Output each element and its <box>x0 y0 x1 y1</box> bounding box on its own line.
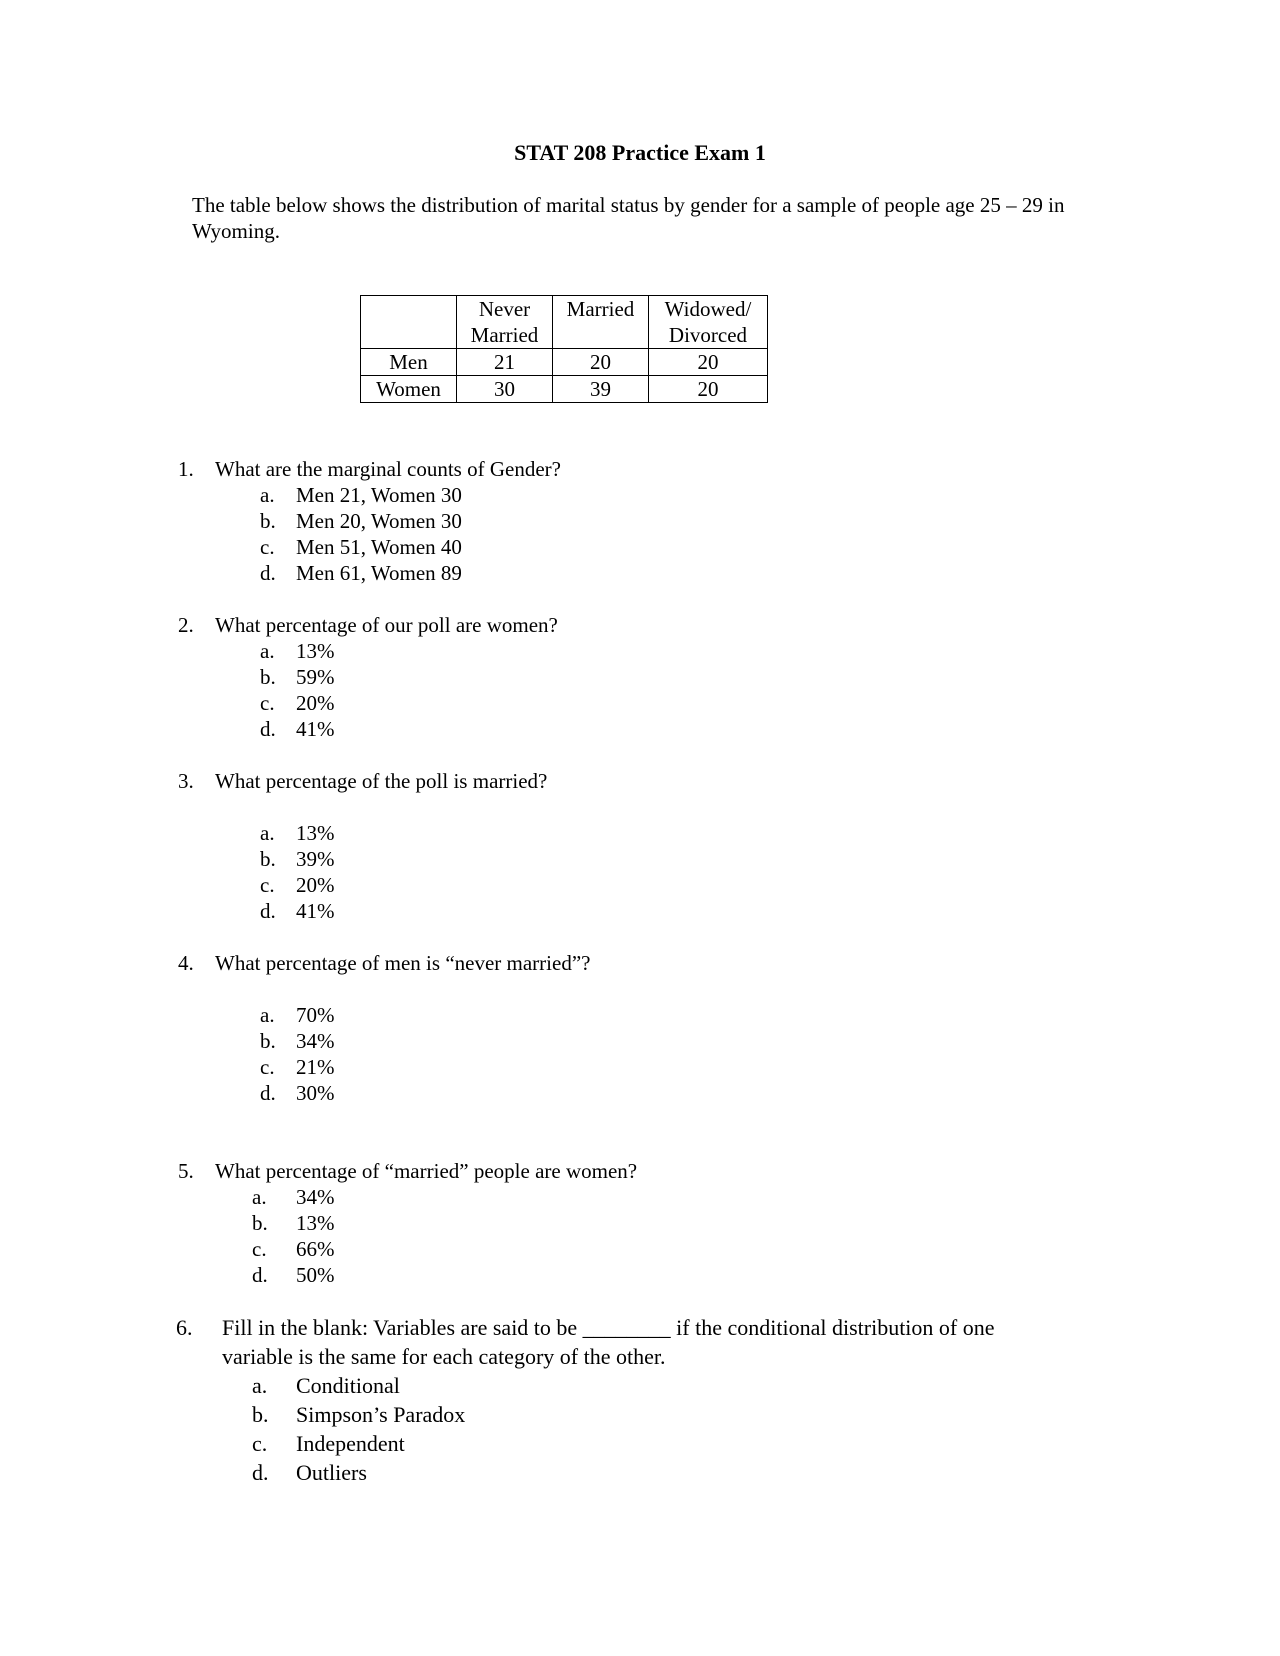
table-header-cell: Never Married <box>457 296 553 349</box>
option-text: Men 20, Women 30 <box>296 509 462 533</box>
option-letter: c. <box>260 535 275 559</box>
option-letter: a. <box>252 1185 267 1209</box>
table-header-row <box>361 296 768 349</box>
question-text-line-2: variable is the same for each category of the other. <box>222 1344 666 1369</box>
table-cell: 20 <box>649 349 768 376</box>
option-text: 20% <box>296 873 335 897</box>
table-cell: 30 <box>457 376 553 403</box>
option-letter: a. <box>260 483 275 507</box>
option-letter: d. <box>260 899 276 923</box>
question-text: What percentage of the poll is married? <box>215 769 548 793</box>
option-letter: d. <box>252 1460 269 1485</box>
option-letter: d. <box>260 1081 276 1105</box>
option-text: 34% <box>296 1185 335 1209</box>
question-number: 2. <box>178 613 194 637</box>
page-title: STAT 208 Practice Exam 1 <box>514 140 766 165</box>
option-letter: b. <box>252 1211 268 1235</box>
option-text: 30% <box>296 1081 335 1105</box>
intro-line-2: Wyoming. <box>192 219 280 243</box>
option-text: 34% <box>296 1029 335 1053</box>
option-letter: b. <box>252 1402 269 1427</box>
option-letter: d. <box>252 1263 268 1287</box>
question-text-line-1: Fill in the blank: Variables are said to be ________ if the conditional distribution of one <box>222 1315 995 1340</box>
marital-status-table <box>360 295 768 403</box>
table-header-cell <box>361 296 457 349</box>
option-letter: d. <box>260 717 276 741</box>
option-text: 70% <box>296 1003 335 1027</box>
question-number: 4. <box>178 951 194 975</box>
option-letter: c. <box>252 1237 267 1261</box>
table-cell: 20 <box>649 376 768 403</box>
option-letter: a. <box>252 1373 268 1398</box>
option-text: 50% <box>296 1263 335 1287</box>
option-letter: c. <box>252 1431 268 1456</box>
option-letter: c. <box>260 1055 275 1079</box>
option-text: 66% <box>296 1237 335 1261</box>
option-text: Men 21, Women 30 <box>296 483 462 507</box>
option-letter: a. <box>260 1003 275 1027</box>
option-letter: c. <box>260 691 275 715</box>
option-text: 41% <box>296 899 335 923</box>
table-cell: Men <box>361 349 457 376</box>
option-letter: a. <box>260 821 275 845</box>
table-cell: Women <box>361 376 457 403</box>
table-cell: 20 <box>553 349 649 376</box>
table-header-cell: Married <box>553 296 649 349</box>
option-text: Men 51, Women 40 <box>296 535 462 559</box>
option-text: 21% <box>296 1055 335 1079</box>
option-text: 13% <box>296 639 335 663</box>
option-text: 13% <box>296 1211 335 1235</box>
option-letter: b. <box>260 509 276 533</box>
option-letter: d. <box>260 561 276 585</box>
question-text: What percentage of “married” people are women? <box>215 1159 638 1183</box>
table-cell: 39 <box>553 376 649 403</box>
option-text: 13% <box>296 821 335 845</box>
option-letter: c. <box>260 873 275 897</box>
question-number: 3. <box>178 769 194 793</box>
table-header-cell: Widowed/ Divorced <box>649 296 768 349</box>
option-letter: a. <box>260 639 275 663</box>
option-letter: b. <box>260 665 276 689</box>
option-text: Simpson’s Paradox <box>296 1402 466 1427</box>
table-cell: 21 <box>457 349 553 376</box>
option-letter: b. <box>260 847 276 871</box>
question-text: What percentage of our poll are women? <box>215 613 558 637</box>
question-number: 6. <box>176 1315 193 1340</box>
option-text: Outliers <box>296 1460 367 1485</box>
option-text: 41% <box>296 717 335 741</box>
option-text: Men 61, Women 89 <box>296 561 462 585</box>
option-text: Conditional <box>296 1373 400 1398</box>
intro-line-1: The table below shows the distribution of marital status by gender for a sample of people age 25 – 29 in <box>192 193 1065 217</box>
question-text: What are the marginal counts of Gender? <box>215 457 561 481</box>
option-text: Independent <box>296 1431 405 1456</box>
table-row <box>361 376 768 403</box>
table-row <box>361 349 768 376</box>
question-text: What percentage of men is “never married”? <box>215 951 591 975</box>
question-number: 1. <box>178 457 194 481</box>
option-text: 39% <box>296 847 335 871</box>
option-text: 20% <box>296 691 335 715</box>
option-text: 59% <box>296 665 335 689</box>
question-number: 5. <box>178 1159 194 1183</box>
option-letter: b. <box>260 1029 276 1053</box>
